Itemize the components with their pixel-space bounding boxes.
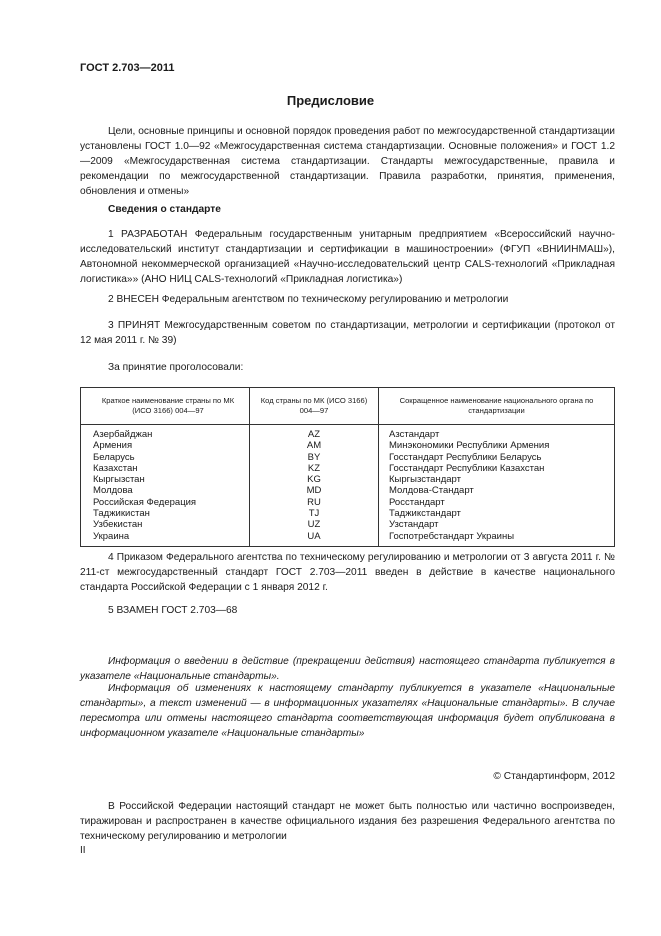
cell-country: Украина bbox=[81, 531, 250, 547]
table-row bbox=[81, 508, 615, 519]
cell-body: Азстандарт bbox=[379, 425, 615, 441]
cell-body: Госстандарт Республики Беларусь bbox=[379, 452, 615, 463]
cell-code: TJ bbox=[250, 508, 379, 519]
cell-code: UA bbox=[250, 531, 379, 547]
page-title: Предисловие bbox=[286, 93, 375, 108]
item-1-developed: 1 РАЗРАБОТАН Федеральным государственным унитарным предприятием «Всероссийский научно-исследовательский институт стандартизации и сертификации в машиностроении» (ФГУП «ВНИИНМАШ»), Автономной некоммерческой организацией «Научно-исследовательский центр CALS-технологий «Прикладная логистика»» (АНО НИЦ CALS-технологий «Прикладная логистика») bbox=[80, 229, 615, 285]
italic-info-1: Информация о введении в действие (прекращении действия) настоящего стандарта публикуется в указателе «Национальные стандарты». bbox=[80, 656, 615, 682]
item-5-replaces: 5 ВЗАМЕН ГОСТ 2.703—68 bbox=[108, 605, 238, 616]
cell-code: KZ bbox=[250, 463, 379, 474]
countries-table bbox=[80, 387, 615, 547]
cell-body: Таджикстандарт bbox=[379, 508, 615, 519]
copyright: © Стандартинформ, 2012 bbox=[493, 771, 615, 782]
col-header-code: Код страны по МК (ИСО 3166) 004—97 bbox=[250, 388, 379, 425]
cell-code: KG bbox=[250, 474, 379, 485]
cell-country: Узбекистан bbox=[81, 519, 250, 530]
table-row bbox=[81, 425, 615, 441]
cell-body: Росстандарт bbox=[379, 497, 615, 508]
table-row bbox=[81, 452, 615, 463]
voted-label: За принятие проголосовали: bbox=[108, 362, 244, 373]
cell-code: AZ bbox=[250, 425, 379, 441]
final-paragraph: В Российской Федерации настоящий стандарт не может быть полностью или частично воспроизведен, тиражирован и распространен в качестве официального издания без разрешения Федерального агентства по техническому регулированию и метрологии bbox=[80, 801, 615, 842]
cell-country: Азербайджан bbox=[81, 425, 250, 441]
col-header-body: Сокращенное наименование национального органа по стандартизации bbox=[379, 388, 615, 425]
cell-country: Российская Федерация bbox=[81, 497, 250, 508]
item-3-adopted: 3 ПРИНЯТ Межгосударственным советом по стандартизации, метрологии и сертификации (протокол от 12 мая 2011 г. № 39) bbox=[80, 320, 615, 346]
intro-paragraph: Цели, основные принципы и основной порядок проведения работ по межгосударственной стандартизации установлены ГОСТ 1.0—92 «Межгосударственная система стандартизации. Основные положения» и ГОСТ 1.2—2009 «Межгосударственная система стандартизации. Стандарты межгосударственные, правила и рекомендации по межгосударственной стандартизации. Правила разработки, принятия, применения, обновления и отмены» bbox=[80, 126, 615, 197]
table-row bbox=[81, 440, 615, 451]
cell-code: UZ bbox=[250, 519, 379, 530]
cell-country: Беларусь bbox=[81, 452, 250, 463]
cell-body: Кыргызстандарт bbox=[379, 474, 615, 485]
standard-number: ГОСТ 2.703—2011 bbox=[80, 62, 175, 74]
cell-country: Армения bbox=[81, 440, 250, 451]
table-row bbox=[81, 463, 615, 474]
cell-code: RU bbox=[250, 497, 379, 508]
page-number: II bbox=[80, 845, 86, 856]
cell-body: Узстандарт bbox=[379, 519, 615, 530]
italic-info-2: Информация об изменениях к настоящему стандарту публикуется в указателе «Национальные стандарты», а текст изменений — в информационных указателях «Национальные стандарты». В случае пересмотра или отмены настоящего стандарта соответствующая информация будет опубликована в информационном указателе «Национальные стандарты» bbox=[80, 683, 615, 739]
cell-code: MD bbox=[250, 485, 379, 496]
cell-country: Таджикистан bbox=[81, 508, 250, 519]
table-header-row bbox=[81, 388, 615, 425]
table-row bbox=[81, 485, 615, 496]
cell-body: Молдова-Стандарт bbox=[379, 485, 615, 496]
cell-code: AM bbox=[250, 440, 379, 451]
table-row bbox=[81, 531, 615, 547]
cell-country: Кыргызстан bbox=[81, 474, 250, 485]
cell-body: Госстандарт Республики Казахстан bbox=[379, 463, 615, 474]
cell-code: BY bbox=[250, 452, 379, 463]
cell-body: Госпотребстандарт Украины bbox=[379, 531, 615, 547]
col-header-country: Краткое наименование страны по МК (ИСО 3166) 004—97 bbox=[81, 388, 250, 425]
cell-body: Минэкономики Республики Армения bbox=[379, 440, 615, 451]
item-2-introduced: 2 ВНЕСЕН Федеральным агентством по техническому регулированию и метрологии bbox=[108, 294, 509, 305]
table-row bbox=[81, 519, 615, 530]
table-row bbox=[81, 474, 615, 485]
cell-country: Казахстан bbox=[81, 463, 250, 474]
info-heading: Сведения о стандарте bbox=[108, 204, 221, 215]
table-row bbox=[81, 497, 615, 508]
cell-country: Молдова bbox=[81, 485, 250, 496]
item-4-order: 4 Приказом Федерального агентства по техническому регулированию и метрологии от 3 августа 2011 г. № 211-ст межгосударственный стандарт ГОСТ 2.703—2011 введен в действие в качестве национального стандарта Российской Федерации с 1 января 2012 г. bbox=[80, 552, 615, 593]
